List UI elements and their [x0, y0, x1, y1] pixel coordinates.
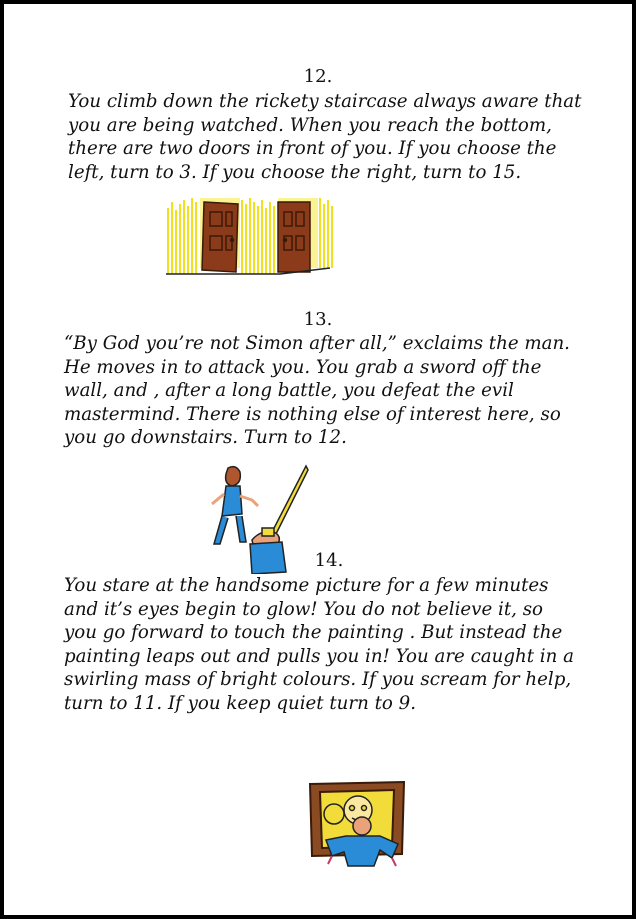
text-line: He moves in to attack you. You grab a sword off the	[64, 356, 542, 378]
section-number-13: 13.	[303, 309, 333, 330]
text-line: you go downstairs. Turn to 12.	[64, 427, 347, 448]
section-text-14	[64, 574, 574, 715]
text-line: left, turn to 3. If you choose the right, turn to 15.	[68, 161, 522, 183]
left-door	[202, 202, 238, 272]
text-line: turn to 11. If you keep quiet turn to 9.	[64, 692, 416, 714]
text-line: there are two doors in front of you. If you choose the	[68, 138, 557, 159]
text-line: you are being watched. When you reach the bottom,	[68, 114, 552, 136]
section-text-12	[68, 90, 581, 184]
story-page	[4, 4, 632, 915]
section-number-12: 12.	[303, 66, 333, 87]
two-doors-illustration	[160, 188, 336, 280]
section-text-13	[64, 332, 570, 450]
text-line: You stare at the handsome picture for a few minutes	[64, 575, 549, 596]
text-line: wall, and , after a long battle, you defeat the evil	[64, 380, 514, 401]
text-line: you go forward to touch the painting . But instead the	[64, 622, 563, 643]
section-number-14: 14.	[314, 550, 344, 571]
right-door	[278, 202, 310, 272]
painting-illustration	[300, 774, 412, 874]
text-line: “By God you’re not Simon after all,” exclaims the man.	[64, 333, 570, 354]
text-line: painting leaps out and pulls you in! You are caught in a	[64, 645, 574, 667]
villain-figure	[212, 467, 258, 544]
text-line: and it’s eyes begin to glow! You do not believe it, so	[64, 598, 543, 620]
text-line: swirling mass of bright colours. If you scream for help,	[64, 669, 572, 690]
text-line: You climb down the rickety staircase always aware that	[68, 91, 582, 112]
text-line: mastermind. There is nothing else of interest here, so	[64, 403, 561, 425]
